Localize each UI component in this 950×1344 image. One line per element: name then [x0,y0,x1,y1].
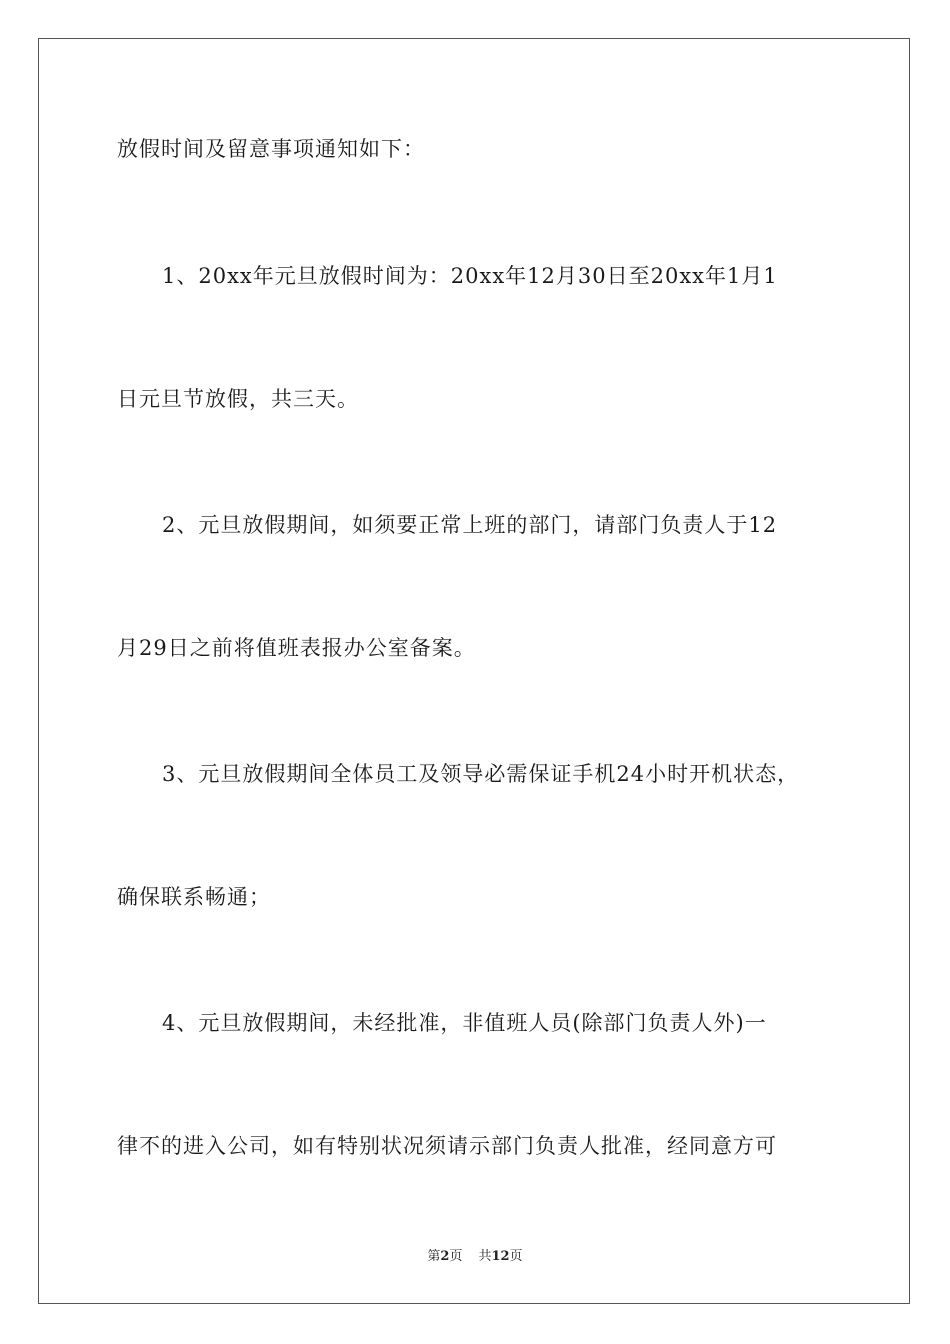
item-4-line-1: 4、元旦放假期间，未经批准，非值班人员(除部门负责人外)一 [162,1011,767,1035]
page-footer [0,1248,950,1266]
footer-total-prefix: 共 [478,1249,492,1264]
item-1-line-2: 日元旦节放假，共三天。 [117,387,359,411]
footer-page-suffix: 页 [449,1249,463,1264]
footer-page-current: 2 [440,1249,450,1264]
footer-page-prefix: 第 [427,1249,441,1264]
item-1-line-1: 1、20xx年元旦放假时间为：20xx年12月30日至20xx年1月1 [162,264,778,288]
paragraph-intro: 放假时间及留意事项通知如下： [117,137,425,161]
item-2-line-1: 2、元旦放假期间，如须要正常上班的部门，请部门负责人于12 [162,513,778,537]
item-2-line-2: 月29日之前将值班表报办公室备案。 [117,636,476,660]
footer-total-suffix: 页 [509,1249,523,1264]
footer-page-total: 12 [491,1249,510,1264]
item-3-line-2: 确保联系畅通； [117,885,271,909]
item-4-line-2: 律不的进入公司，如有特别状况须请示部门负责人批准，经同意方可 [117,1134,777,1158]
item-3-line-1: 3、元旦放假期间全体员工及领导必需保证手机24小时开机状态， [162,762,800,786]
page-border [38,38,910,1304]
